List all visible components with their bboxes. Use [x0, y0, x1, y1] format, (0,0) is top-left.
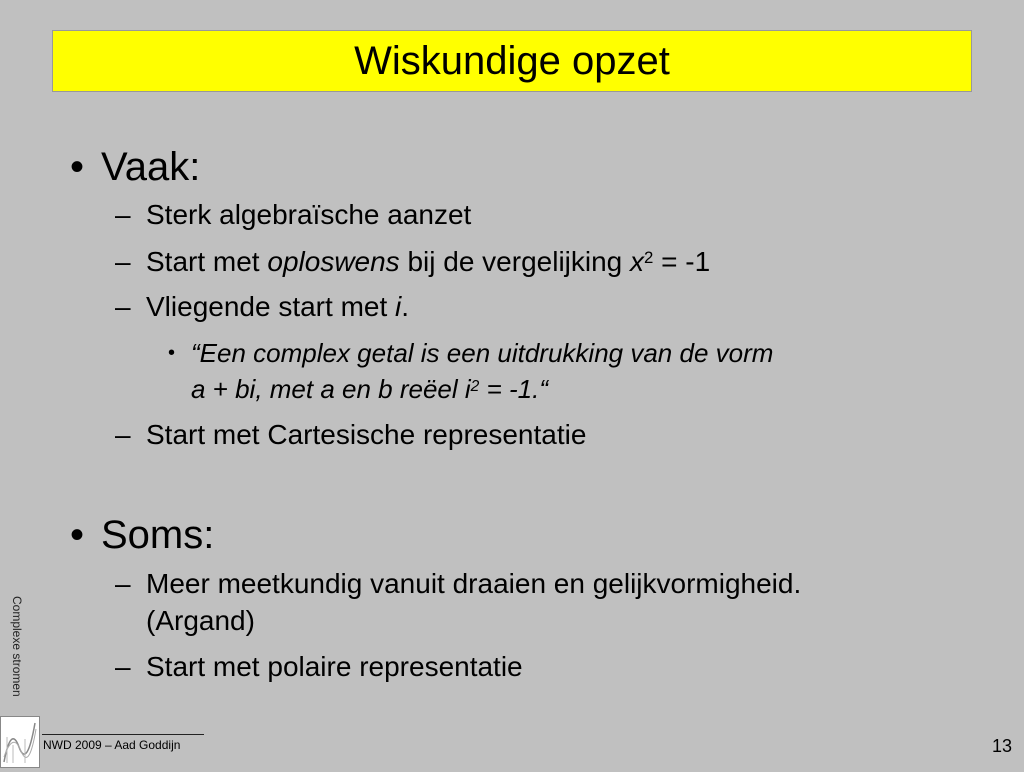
item-text	[146, 245, 710, 279]
bullet-icon: •	[70, 145, 85, 189]
dash-icon: –	[115, 246, 131, 277]
heading-soms: Soms:	[101, 513, 215, 557]
wave-logo-icon	[1, 717, 39, 767]
emphasis: oploswens	[267, 246, 400, 277]
text-part: a + bi, met a en b reëel i	[191, 374, 471, 404]
dash-icon: –	[115, 568, 131, 599]
item-text-line-2: (Argand)	[146, 605, 255, 636]
quote-line-2	[191, 373, 548, 406]
item-text	[146, 290, 409, 324]
dash-icon: –	[115, 199, 131, 230]
text-part: Vliegende start met	[146, 291, 396, 322]
item-text: Sterk algebraïsche aanzet	[146, 199, 472, 230]
footer-divider	[42, 734, 204, 735]
dash-icon: –	[115, 291, 131, 322]
logo	[0, 716, 40, 768]
text-part: Start met	[146, 246, 268, 277]
text-part: = -1	[653, 246, 711, 277]
superscript: 2	[644, 248, 654, 268]
page-number: 13	[991, 736, 1012, 756]
heading-vaak: Vaak:	[101, 145, 201, 189]
item-text: Start met polaire representatie	[146, 651, 523, 682]
sidebar-label: Complexe stromen	[10, 596, 24, 697]
item-text-line-1: Meer meetkundig vanuit draaien en gelijkvormigheid.	[146, 568, 802, 599]
bullet-icon: •	[70, 513, 85, 557]
emphasis: i	[395, 291, 402, 322]
item-text: Start met Cartesische representatie	[146, 419, 587, 450]
footer-text: NWD 2009 – Aad Goddijn	[43, 738, 181, 752]
dash-icon: –	[115, 419, 131, 450]
variable-x: x	[630, 246, 645, 277]
title-banner	[52, 30, 972, 92]
text-part: = -1.“	[479, 374, 548, 404]
superscript: 2	[470, 377, 480, 395]
bullet-icon: •	[168, 342, 176, 364]
text-part: .	[401, 291, 410, 322]
slide-title: Wiskundige opzet	[354, 39, 670, 83]
text-part: bij de vergelijking	[399, 246, 631, 277]
quote-line-1: “Een complex getal is een uitdrukking van de vorm	[191, 338, 774, 368]
dash-icon: –	[115, 651, 131, 682]
